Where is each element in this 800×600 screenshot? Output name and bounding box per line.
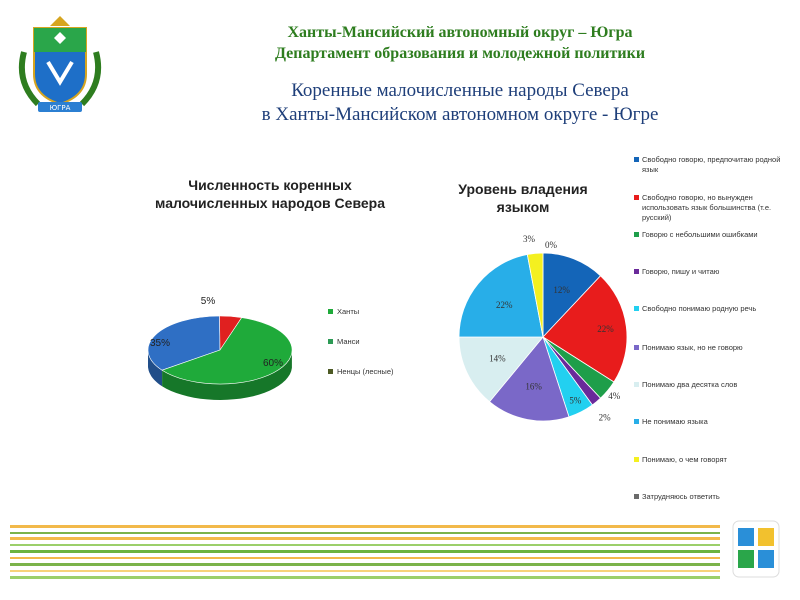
lang-legend-swatch <box>634 195 639 200</box>
lang-legend-label: Говорю, пишу и читаю <box>642 267 720 276</box>
lang-legend-label: Понимаю язык, но не говорю <box>642 343 743 352</box>
lang-legend-swatch <box>634 419 639 424</box>
lang-data-label-7: 22% <box>495 299 513 310</box>
lang-legend-swatch <box>634 306 639 311</box>
lang-legend-swatch <box>634 457 639 462</box>
lang-data-label-5: 16% <box>525 381 542 392</box>
coat-of-arms-logo <box>14 12 106 116</box>
slide-title-line2: в Ханты-Мансийском автономном округе - Югре <box>261 104 659 125</box>
lang-legend-label: Не понимаю языка <box>642 417 708 426</box>
legend-label-2: Ненцы (лесные) <box>337 367 394 376</box>
lang-data-label-1: 22% <box>597 324 614 335</box>
decorative-stripes <box>10 525 720 585</box>
legend-swatch-0 <box>328 309 333 314</box>
legend-swatch-2 <box>328 369 333 374</box>
lang-data-label-0: 12% <box>553 285 570 296</box>
region-name: Ханты-Мансийский автономный округ – Югра <box>287 24 633 41</box>
lang-legend-swatch <box>634 232 639 237</box>
lang-data-label-8: 3% <box>523 234 535 244</box>
legend-label-1: Манси <box>337 337 360 346</box>
lang-legend-label: Понимаю, о чем говорят <box>642 455 727 464</box>
lang-legend-swatch <box>634 157 639 162</box>
lang-data-label-3: 2% <box>598 412 611 423</box>
pie-data-label-0: 60% <box>262 358 284 369</box>
legend-label-0: Ханты <box>337 307 360 316</box>
lang-data-label-2: 4% <box>608 390 621 401</box>
lang-legend-swatch <box>634 382 639 387</box>
lang-legend-label: Затрудняюсь ответить <box>642 492 720 501</box>
lang-legend-label: Свободно понимаю родную речь <box>642 304 757 313</box>
lang-legend-swatch <box>634 345 639 350</box>
legend-swatch-1 <box>328 339 333 344</box>
education-logo <box>732 520 780 578</box>
lang-data-label-6: 14% <box>489 353 506 364</box>
lang-legend-swatch <box>634 269 639 274</box>
department-name: Департамент образования и молодежной политики <box>274 45 646 62</box>
crest-text: ЮГРА <box>49 104 71 112</box>
pie-data-label-1: 35% <box>149 338 171 349</box>
lang-data-label-9: 0% <box>545 240 557 250</box>
language-pie-chart <box>455 225 635 435</box>
lang-legend-label: Свободно говорю, предпочитаю родной язык <box>642 155 781 174</box>
chart1-title: Численность коренных малочисленных народов Севера <box>155 177 385 211</box>
lang-legend-swatch <box>634 494 639 499</box>
lang-legend-label: Говорю с небольшими ошибками <box>642 230 758 239</box>
population-pie-chart <box>140 290 420 440</box>
lang-legend-label: Свободно говорю, но вынужден использовать язык большинства (т.е. русский) <box>642 193 772 222</box>
lang-legend-label: Понимаю два десятка слов <box>642 380 738 389</box>
lang-data-label-4: 5% <box>569 395 582 406</box>
chart2-title: Уровень владения языком <box>458 181 588 215</box>
pie-data-label-2: 5% <box>200 296 216 307</box>
slide-title-line1: Коренные малочисленные народы Севера <box>291 80 629 101</box>
